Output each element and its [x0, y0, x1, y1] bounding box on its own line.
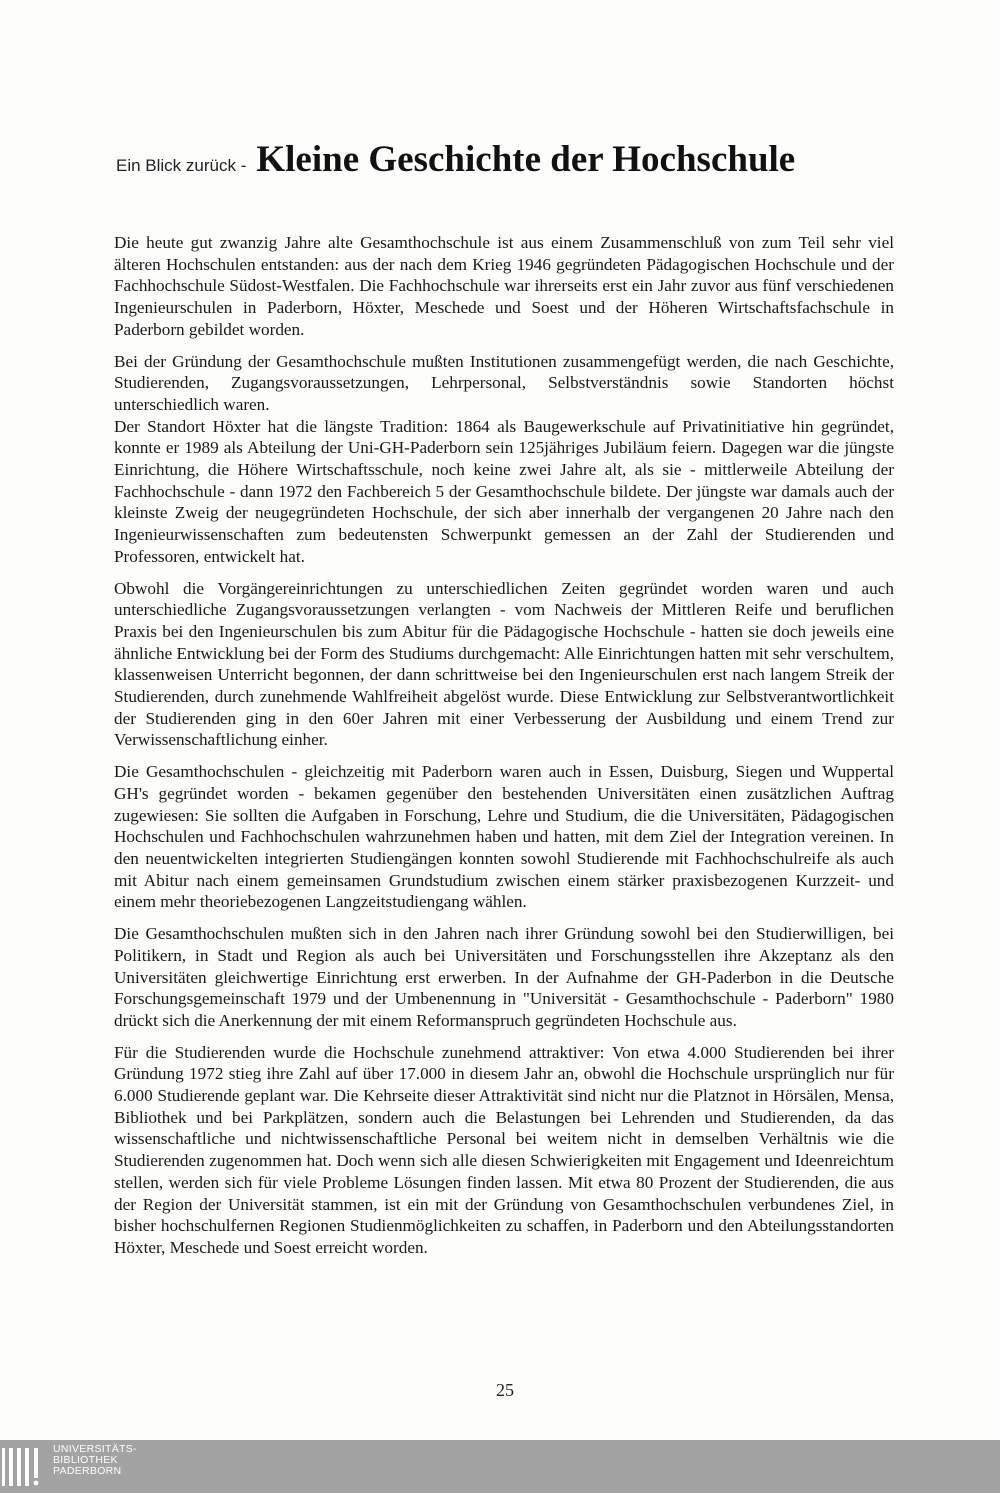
page-number: 25: [496, 1380, 514, 1400]
library-logo-icon: [2, 1448, 46, 1486]
title-main: Kleine Geschichte der Hochschule: [256, 139, 796, 180]
article-body: [114, 232, 894, 1269]
paragraph-7: Für die Studierenden wurde die Hochschule zunehmend attraktiver: Von etwa 4.000 Studierenden bei ihrer Gründung 1972 stieg ihre Zahl auf über 17.000 in diesem Jahr an, obwohl die Hochschule ursprünglich nur für 6.000 Studierende geplant war. Die Kehrseite dieser Attraktivität sind nicht nur die Platznot in Hörsälen, Mensa, Bibliothek und bei Parkplätzen, sondern auch die Belastungen bei Lehrenden und Studierenden, da das wissenschaftliche und nichtwissenschaftliche Personal bei weitem nicht in demselben Verhältnis wie die Studierenden zugenommen hat. Doch wenn sich alle diesen Schwierigkeiten mit Engagement und Ideenreichtum stellen, werden sich für viele Probleme Lösungen finden lassen. Mit etwa 80 Prozent der Studierenden, die aus der Region der Universität stammen, ist ein mit der Gründung von Gesamthochschulen verbundenes Ziel, in bisher hochschulfernen Regionen Studienmöglichkeiten zu schaffen, in Paderborn und den Abteilungsstandorten Höxter, Meschede und Soest erreicht worden.: [114, 1042, 894, 1257]
library-footer: [0, 1440, 1000, 1493]
paragraph-5: Die Gesamthochschulen - gleichzeitig mit Paderborn waren auch in Essen, Duisburg, Siegen und Wuppertal GH's gegründet worden - bekamen gegenüber den bestehenden Universitäten einen zusätzlichen Auftrag zugewiesen: Sie sollten die Aufgaben in Forschung, Lehre und Studium, die die Universitäten, Pädagogischen Hochschulen und Fachhochschulen wahrzunehmen haben und hatten, mit dem Ziel der Integration vereinen. In den neuentwickelten integrierten Studiengängen konnten sowohl Studierende mit Fachhochschulreife als auch mit Abitur nach einem gemeinsamen Grundstudium zwischen einem stärker praxisbezogenen Kurzzeit- und einem mehr theoriebezogenen Langzeitstudiengang wählen.: [114, 762, 894, 912]
paragraph-3: Der Standort Höxter hat die längste Tradition: 1864 als Baugewerkschule auf Privatinitiative hin gegründet, konnte er 1989 als Abteilung der Uni-GH-Paderborn sein 125jähriges Jubiläum feiern. Dagegen war die jüngste Einrichtung, die Höhere Wirtschaftsschule, noch keine zwei Jahre alt, als sie - mittlerweile Abteilung der Fachhochschule - dann 1972 den Fachbereich 5 der Gesamthochschule bildete. Der jüngste war damals auch der kleinste Zweig der neugegründeten Hochschule, der sich aber innerhalb der vergangenen 20 Jahre nach den Ingenieurwissenschaften zum bedeutensten Schwerpunkt gemessen an der Zahl der Studierenden und Professoren, entwickelt hat.: [114, 416, 894, 566]
paragraph-6: Die Gesamthochschulen mußten sich in den Jahren nach ihrer Gründung sowohl bei den Studierwilligen, bei Politikern, in Stadt und Region als auch bei Universitäten und Forschungsstellen ihre Akzeptanz als den Universitäten gleichwertige Einrichtung erst erwerben. In der Aufnahme der GH-Paderbon in die Deutsche Forschungsgemeinschaft 1979 und der Umbenennung in "Universität - Gesamthochschule - Paderborn" 1980 drückt sich die Anerkennung der mit einem Reformanspruch gegründeten Hochschule aus.: [114, 924, 894, 1030]
logo-line-1: UNIVERSITÄTS-: [53, 1443, 137, 1455]
paragraph-1: Die heute gut zwanzig Jahre alte Gesamthochschule ist aus einem Zusammenschluß von zum Teil sehr viel älteren Hochschulen entstanden: aus der nach dem Krieg 1946 gegründeten Pädagogischen Hochschule und der Fachhochschule Südost-Westfalen. Die Fachhochschule war ihrerseits erst ein Jahr zuvor aus fünf verschiedenen Ingenieurschulen in Paderborn, Höxter, Meschede und Soest und der Höheren Wirtschaftsfachschule in Paderborn gebildet worden.: [114, 233, 894, 339]
logo-line-2: BIBLIOTHEK: [53, 1454, 118, 1466]
logo-line-3: PADERBORN: [53, 1465, 122, 1477]
title-prefix: Ein Blick zurück -: [116, 156, 247, 175]
library-logo-text: [53, 1444, 137, 1477]
paragraph-4: Obwohl die Vorgängereinrichtungen zu unterschiedlichen Zeiten gegründet worden waren und auch unterschiedliche Zugangsvoraussetzungen verlangten - vom Nachweis der Mittleren Reife und beruflichen Praxis bei den Ingenieurschulen bis zum Abitur für die Pädagogische Hochschule - hatten sie doch jeweils eine ähnliche Entwicklung bei der Form des Studiums durchgemacht: Alle Einrichtungen hatten mit sehr verschultem, klassenweisen Unterricht begonnen, der dann schrittweise bei den Ingenieurschulen erst nach langem Streik der Studierenden, durch zunehmende Wahlfreiheit abgelöst wurde. Diese Entwicklung zur Selbstverantwortlichkeit der Studierenden ging in den 60er Jahren mit einer Verbesserung der Ausbildung und einem Trend zur Verwissenschaftlichung einher.: [114, 578, 894, 750]
page-title: [116, 138, 916, 181]
paragraph-2: Bei der Gründung der Gesamthochschule mußten Institutionen zusammengefügt werden, die nach Geschichte, Studierenden, Zugangsvoraussetzungen, Lehrpersonal, Selbstverständnis sowie Standorten höchst unterschiedlich waren.: [114, 351, 894, 414]
